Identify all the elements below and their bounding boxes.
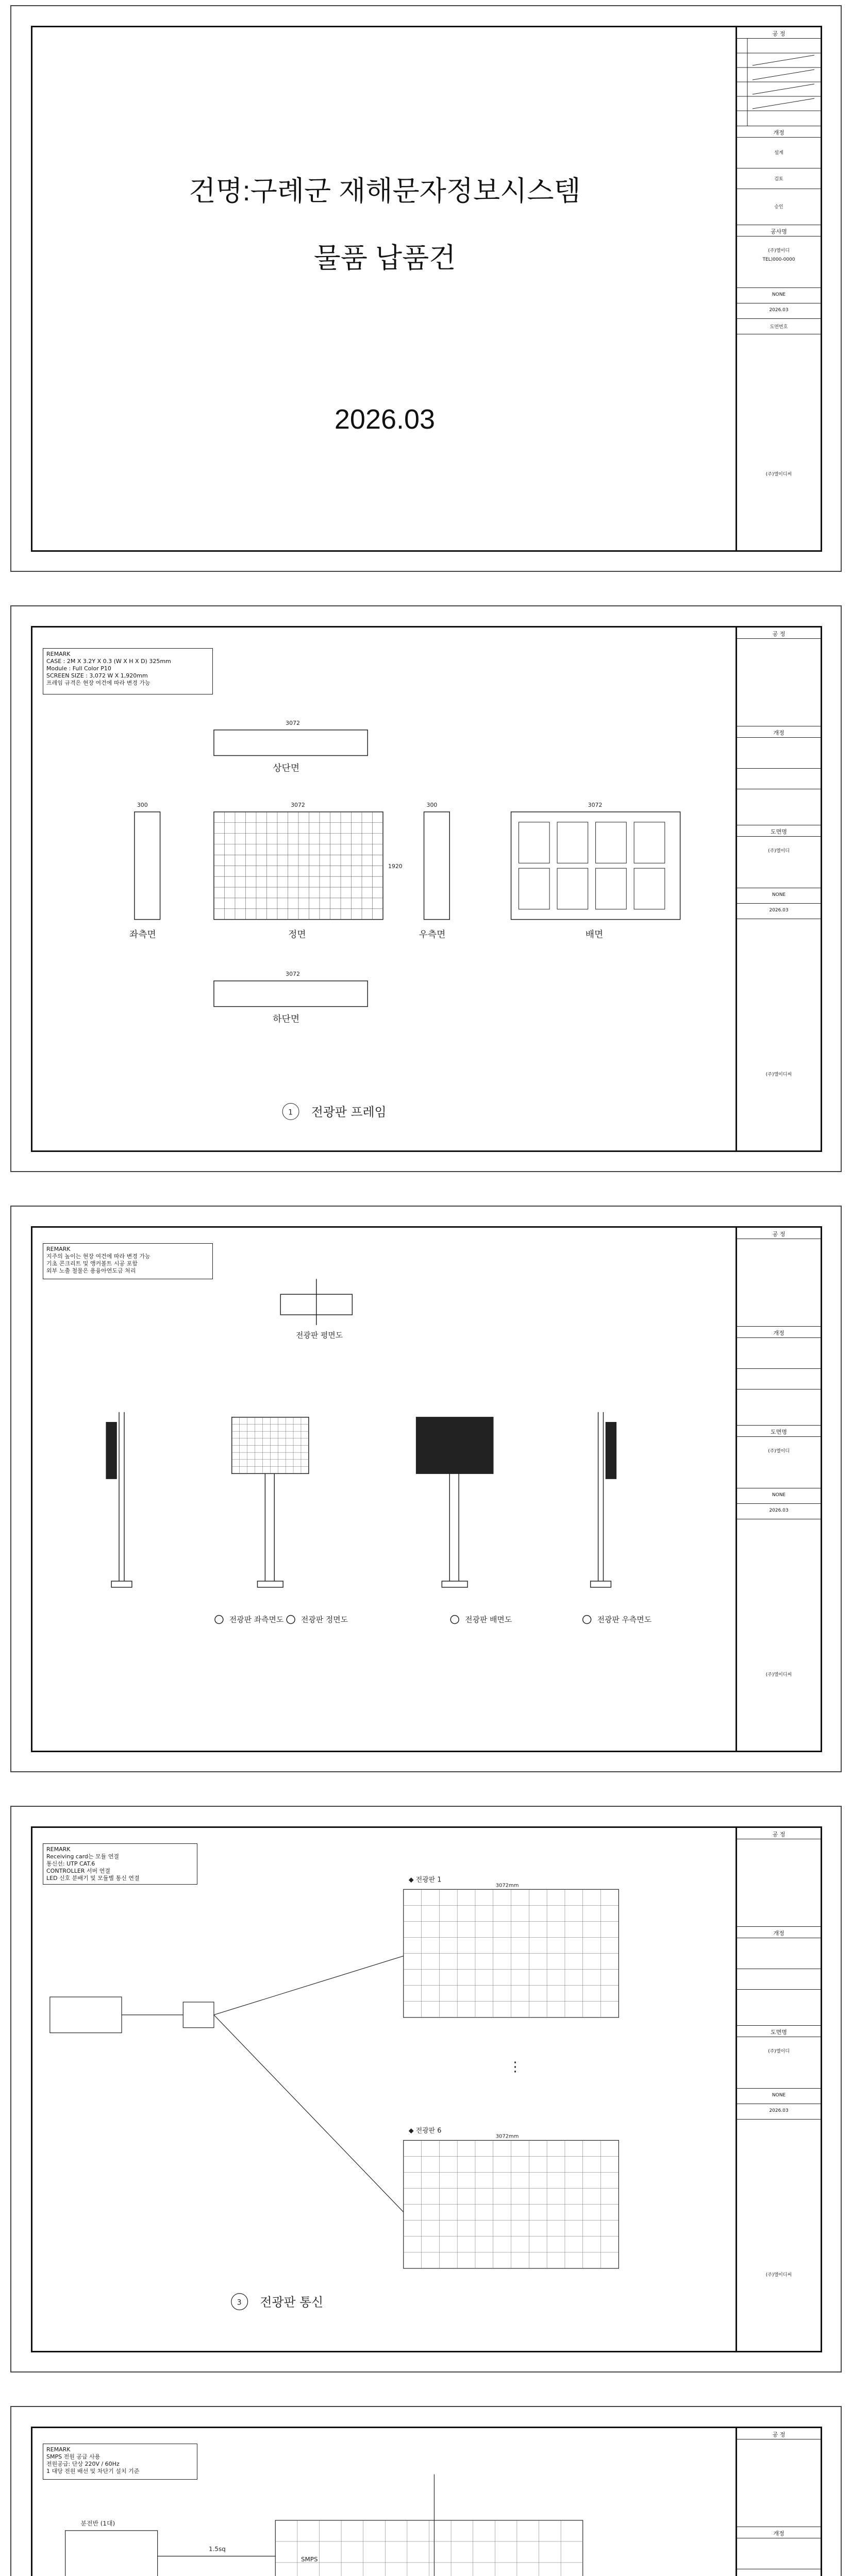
note-line: Receiving card는 모듈 연결 — [46, 1853, 120, 1860]
drawing-frame — [31, 1826, 822, 2352]
company-name: (주)엘이디씨 — [765, 1072, 792, 1077]
title-block — [736, 1828, 821, 2351]
design-label: 설계 — [774, 150, 783, 156]
company-line1: (주)엘이디 — [768, 248, 790, 253]
cover-title-line2: 물품 납품건 — [313, 243, 456, 274]
check-label: 검토 — [774, 177, 783, 182]
note-line: REMARK — [46, 1846, 71, 1853]
scale-value: NONE — [772, 2093, 786, 2098]
scale-value: NONE — [772, 892, 786, 897]
title-block — [736, 628, 821, 1150]
dim-depth: 300 — [137, 801, 148, 808]
rev-label: 개정 — [773, 1330, 784, 1336]
company-name: (주)엘이디씨 — [765, 472, 792, 477]
cover-date: 2026.03 — [334, 404, 436, 435]
left-view-rect — [135, 812, 160, 920]
note-line: 통신선: UTP CAT.6 — [46, 1860, 95, 1867]
note-line: REMARK — [46, 651, 71, 657]
project-label: 공사명 — [771, 228, 787, 235]
caption-title: 전광판 프레임 — [311, 1105, 387, 1120]
drawing-label: 도면명 — [771, 828, 787, 835]
right-view-rect — [424, 812, 450, 920]
company-line1: (주)엘이디 — [768, 1449, 790, 1454]
dim-width: 3072 — [588, 801, 603, 808]
dim-width: 3072 — [286, 719, 300, 726]
rev-label: 개정 — [773, 730, 784, 736]
structure-sheet — [10, 1206, 842, 1772]
revision-table — [737, 39, 821, 126]
caption-number: 1 — [288, 1108, 293, 1117]
cabinet-label: 분전반 (1대) — [80, 2519, 115, 2527]
rev-label: 개정 — [773, 1930, 784, 1937]
drawing-frame — [31, 2427, 822, 2576]
company-line1: (주)엘이디 — [768, 2049, 790, 2054]
back-view-label: 배면 — [585, 929, 604, 940]
panel-dim: 3072mm — [495, 2133, 519, 2140]
note-line: REMARK — [46, 1246, 71, 1252]
title-block — [736, 27, 821, 550]
title-block-header: 공 정 — [772, 1231, 786, 1238]
dim-depth: 300 — [426, 801, 438, 808]
note-line: CASE : 2M X 3.2Y X 0.3 (W X H X D) 325mm — [46, 658, 171, 665]
rev-label: 개정 — [773, 129, 784, 136]
view-label: 전광판 배면도 — [465, 1615, 512, 1624]
company-name: (주)엘이디씨 — [765, 2273, 792, 2278]
top-view-label: 상단면 — [273, 762, 300, 774]
company-name: (주)엘이디씨 — [765, 1672, 792, 1677]
frame-sheet — [10, 605, 842, 1172]
note-line: LED 신호 분배기 및 모듈별 통신 연결 — [46, 1875, 140, 1882]
wire-label: 1.5sq — [209, 2545, 226, 2553]
title-block-header: 공 정 — [772, 631, 786, 637]
title-block — [736, 1228, 821, 1751]
rev-label: 개정 — [773, 2530, 784, 2537]
communication-sheet — [10, 1806, 842, 2372]
note-line: SCREEN SIZE : 3,072 W X 1,920mm — [46, 672, 148, 679]
drawing-frame — [31, 26, 822, 552]
view-label: 전광판 우측면도 — [597, 1615, 652, 1624]
dim-width: 3072 — [286, 971, 300, 978]
communication-drawing — [32, 1828, 737, 2351]
drawing-label: 도면명 — [771, 1429, 787, 1435]
approve-label: 승인 — [774, 205, 783, 210]
scale-value: NONE — [772, 292, 786, 297]
drawing-frame — [31, 1226, 822, 1752]
drawing-label: 도면명 — [771, 2029, 787, 2036]
scale-value: NONE — [772, 1493, 786, 1498]
note-line: CONTROLLER 서버 연결 — [46, 1868, 110, 1874]
cover-sheet — [10, 5, 842, 572]
date-value: 2026.03 — [769, 908, 789, 913]
note-line: SMPS 전원 공급 사용 — [46, 2453, 101, 2460]
note-line: 지주의 높이는 현장 여건에 따라 변경 가능 — [46, 1253, 151, 1260]
right-view-label: 우측면 — [419, 929, 446, 940]
title-block-header: 공 정 — [772, 30, 786, 37]
sheet-label: 도면번호 — [770, 325, 788, 330]
panel2-label: ◆ 전광판 6 — [408, 2127, 442, 2135]
smps-label: SMPS — [300, 2555, 318, 2563]
company-line2: TEL)000-0000 — [762, 257, 795, 262]
electric-sheet — [10, 2406, 842, 2576]
panel1-label: ◆ 전광판 1 — [408, 1876, 442, 1884]
bottom-view-label: 하단면 — [273, 1013, 300, 1025]
date-value: 2026.03 — [769, 2108, 789, 2113]
dim-width: 3072 — [291, 801, 305, 808]
dim-height: 1920 — [388, 863, 403, 870]
date-value: 2026.03 — [769, 1508, 789, 1513]
panel-dim: 3072mm — [495, 1883, 519, 1889]
front-view-label: 정면 — [288, 929, 306, 940]
left-view-label: 좌측면 — [129, 929, 156, 940]
title-block-header: 공 정 — [772, 1831, 786, 1838]
note-line: REMARK — [46, 2446, 71, 2453]
caption-title: 전광판 통신 — [260, 2295, 324, 2310]
title-block-header: 공 정 — [772, 2431, 786, 2438]
view-label: 전광판 정면도 — [300, 1615, 348, 1624]
cover-title-line1: 건명:구례군 재해문자정보시스템 — [189, 176, 581, 207]
company-line1: (주)엘이디 — [768, 849, 790, 854]
date-value: 2026.03 — [769, 308, 789, 313]
structure-drawing — [32, 1228, 737, 1751]
frame-drawing — [32, 628, 737, 1150]
plan-label: 전광판 평면도 — [296, 1330, 343, 1340]
bottom-view-rect — [214, 981, 367, 1007]
note-line: 외부 노출 철물은 용융아연도금 처리 — [46, 1267, 136, 1274]
title-block — [736, 2428, 821, 2576]
vertical-ellipsis: ⋮ — [508, 2059, 522, 2075]
note-line: 1 대당 전원 배선 및 차단기 설치 기준 — [46, 2468, 140, 2475]
note-line: 전원공급: 단상 220V / 60Hz — [46, 2461, 120, 2467]
electric-drawing — [32, 2428, 737, 2576]
note-line: Module : Full Color P10 — [46, 665, 111, 672]
note-line: 기초 콘크리트 및 앵커볼트 시공 포함 — [46, 1260, 138, 1267]
note-line: 프레임 규격은 현장 여건에 따라 변경 가능 — [46, 680, 151, 686]
view-label: 전광판 좌측면도 — [229, 1615, 284, 1624]
drawing-frame — [31, 626, 822, 1152]
caption-number: 3 — [237, 2298, 242, 2307]
top-view-rect — [214, 730, 367, 756]
